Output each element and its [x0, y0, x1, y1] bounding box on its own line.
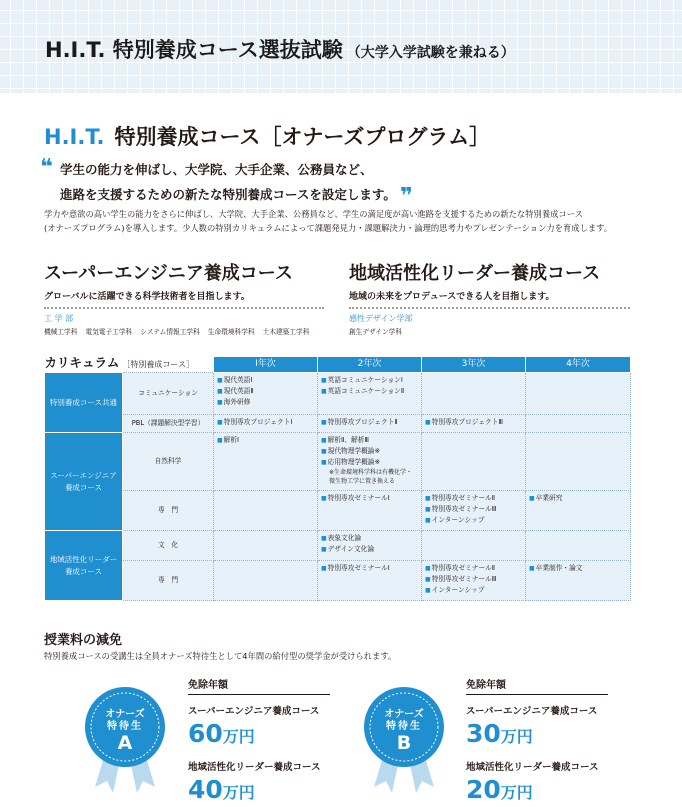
group-label: スーパーエンジニア — [50, 470, 117, 480]
table-cell — [526, 433, 631, 491]
program-title-text: 特別養成コース［オナーズプログラム］ — [114, 125, 491, 149]
header-banner — [0, 0, 682, 93]
intro-text — [44, 207, 644, 235]
note-text: ※生命環境科学科は有機化学・ — [329, 469, 413, 476]
group-label: 特別養成コース共通 — [49, 397, 118, 407]
badge-a — [85, 687, 165, 767]
table-cell — [526, 373, 631, 415]
amount-value: 60 — [188, 719, 223, 748]
group-label: 地域活性化リーダー — [49, 554, 118, 564]
fee-course: スーパーエンジニア養成コース — [466, 706, 598, 717]
table-cell — [214, 373, 318, 415]
table-cell — [214, 491, 318, 531]
course-item: ■ 応用物理学概論※ — [321, 457, 418, 468]
table-cell — [422, 531, 526, 561]
intro-line-2: (オナーズプログラム)を導入します。少人数の特別カリキュラムによって課題発見力・課題解決力・論理的思考力やプレゼンテーション力を育成します。 — [44, 223, 613, 233]
table-cell — [214, 531, 318, 561]
group-label: 養成コース — [64, 482, 103, 492]
fee-course: 地域活性化リーダー養成コース — [188, 762, 321, 773]
fee-amount — [466, 776, 626, 807]
course-item: ■ 海外研修 — [217, 397, 314, 408]
fee-title: 授業料の減免 — [44, 633, 123, 648]
badge-line-2: 特待生 — [107, 721, 143, 732]
program-title — [44, 121, 490, 151]
table-cell — [526, 415, 631, 433]
table-cell — [214, 415, 318, 433]
amount-unit: 万円 — [222, 727, 255, 746]
course-majors — [44, 326, 324, 336]
table-cell — [318, 373, 422, 415]
year-header: 3年次 — [422, 357, 526, 373]
table-cell — [214, 433, 318, 491]
header-subtitle: （大学入学試験を兼ねる） — [346, 45, 515, 61]
course-item: ■ 特別専攻プロジェクトⅢ — [425, 417, 522, 428]
course-item: ■ 現代物理学概論※ — [321, 446, 418, 457]
table-cell — [318, 415, 422, 433]
amount-value: 20 — [466, 775, 501, 804]
course-item: ■ 卒業研究 — [529, 493, 627, 504]
major-item: 土木建築工学科 — [262, 328, 310, 336]
course-item: ■ 特別専攻ゼミナールⅡ — [425, 493, 522, 504]
fee-box-a — [188, 676, 348, 807]
course-item: ■ 英語コミュニケーションⅡ — [321, 386, 418, 397]
major-item: 生命環境科学科 — [207, 328, 255, 336]
header-title-text: H.I.T. 特別養成コース選抜試験 — [45, 38, 343, 62]
table-cell — [318, 531, 422, 561]
course-name: スーパーエンジニア養成コース — [44, 263, 293, 284]
group-engineer — [45, 433, 123, 531]
table-cell — [318, 491, 422, 531]
fee-amount — [188, 776, 348, 807]
major-item: 機械工学科 — [44, 328, 78, 336]
course-majors — [349, 326, 630, 336]
course-item: ■ 現代英語Ⅱ — [217, 386, 314, 397]
close-quote-icon: ❞ — [399, 184, 413, 209]
major-item: 電気電子工学科 — [85, 328, 133, 336]
course-item: ■ 特別専攻ゼミナールⅢ — [425, 574, 522, 585]
table-cell — [422, 415, 526, 433]
badge-grade: A — [117, 732, 133, 754]
curriculum-title-text: カリキュラム — [44, 354, 120, 370]
row-label: PBL（課題解決型学習） — [123, 415, 214, 433]
row-label: 専 門 — [123, 561, 214, 601]
course-item: ■ 現代英語Ⅰ — [217, 375, 314, 386]
program-hit: H.I.T. — [44, 125, 105, 149]
group-leader — [45, 531, 123, 601]
fee-text: 特別養成コースの受講生は全員オナーズ特待生として4年間の給付型の奨学金が受けられます。 — [44, 651, 397, 661]
fee-amount — [466, 720, 626, 751]
curriculum-table — [44, 356, 631, 601]
amount-unit: 万円 — [500, 727, 533, 746]
curriculum-title — [44, 354, 214, 373]
fee-amount — [188, 720, 348, 751]
course-item: ■ 特別専攻ゼミナールⅡ — [425, 563, 522, 574]
curriculum-bracket: ［特別養成コース］ — [122, 359, 194, 369]
group-label: 養成コース — [64, 566, 103, 576]
dotted-divider — [349, 307, 630, 309]
year-header: 2年次 — [318, 357, 422, 373]
course-dept: 工 学 部 — [44, 314, 74, 323]
open-quote-icon: ❝ — [40, 155, 53, 180]
row-label: 自然科学 — [123, 433, 214, 491]
intro-line-1: 学力や意欲の高い学生の能力をさらに伸ばし、大学院、大手企業、公務員など、学生の満足度が高い進路を支援するための新たな特別養成コース — [44, 209, 583, 219]
badge-line-1: オナーズ — [105, 709, 145, 720]
page-title — [45, 34, 515, 64]
amount-value: 40 — [188, 775, 223, 804]
table-cell — [422, 373, 526, 415]
badge-line-2: 特待生 — [386, 721, 422, 732]
row-label: 文 化 — [123, 531, 214, 561]
table-cell — [526, 561, 631, 601]
fee-course: スーパーエンジニア養成コース — [188, 706, 320, 717]
table-cell — [214, 561, 318, 601]
table-cell — [318, 561, 422, 601]
course-item: ■ インターンシップ — [425, 515, 522, 526]
major-item: システム情報工学科 — [140, 328, 200, 336]
amount-unit: 万円 — [500, 783, 533, 802]
table-cell — [422, 491, 526, 531]
table-cell — [422, 561, 526, 601]
group-common — [45, 373, 123, 433]
major-item: 創生デザイン学科 — [349, 328, 403, 336]
row-label: コミュニケーション — [123, 373, 214, 415]
course-item: ■ 特別専攻プロジェクトⅠ — [217, 417, 314, 428]
course-item: ■ 特別専攻ゼミナールⅠ — [321, 563, 418, 574]
course-item: ■ 解析Ⅱ、解析Ⅲ — [321, 435, 418, 446]
course-desc: 地域の未来をプロデュースできる人を目指します。 — [349, 292, 555, 302]
course-item: ■ インターンシップ — [425, 585, 522, 596]
course-item: ■ 解析Ⅰ — [217, 435, 314, 446]
exempt-label: 免除年額 — [188, 676, 330, 695]
amount-value: 30 — [466, 719, 501, 748]
table-cell — [526, 531, 631, 561]
table-cell — [318, 433, 422, 491]
course-item: ■ 表象文化論 — [321, 533, 418, 544]
course-item: ■ 英語コミュニケーションⅠ — [321, 375, 418, 386]
course-dept: 感性デザイン学部 — [349, 314, 413, 323]
amount-unit: 万円 — [222, 783, 255, 802]
year-header: Ⅰ年次 — [214, 357, 318, 373]
badge-grade: B — [396, 732, 412, 754]
table-cell — [526, 491, 631, 531]
fee-course: 地域活性化リーダー養成コース — [466, 762, 599, 773]
course-item: ■ 特別専攻ゼミナールⅠ — [321, 493, 418, 504]
course-desc: グローバルに活躍できる科学技術者を目指します。 — [44, 292, 250, 302]
year-header: 4年次 — [526, 357, 631, 373]
table-cell — [422, 433, 526, 491]
course-item: ■ 特別専攻ゼミナールⅢ — [425, 504, 522, 515]
quote-line-1: 学生の能力を伸ばし、大学院、大手企業、公務員など、 — [60, 162, 373, 177]
note-text: 微生物工学に置き換える — [329, 478, 396, 485]
course-leader — [349, 259, 630, 336]
course-item: ■ 特別専攻プロジェクトⅡ — [321, 417, 418, 428]
fee-box-b — [466, 676, 626, 807]
badge-b — [364, 687, 444, 767]
row-label: 専 門 — [123, 491, 214, 531]
exempt-label: 免除年額 — [466, 676, 608, 695]
badge-line-1: オナーズ — [384, 709, 424, 720]
course-name: 地域活性化リーダー養成コース — [349, 263, 601, 284]
dotted-divider — [44, 307, 324, 309]
quote-line-2: 進路を支援するための新たな特別養成コースを設定します。 — [60, 187, 396, 202]
course-item: ■ デザイン文化論 — [321, 544, 418, 555]
course-item: ■ 卒業制作・論文 — [529, 563, 627, 574]
lead-quote — [40, 155, 640, 209]
course-engineer — [44, 259, 324, 336]
